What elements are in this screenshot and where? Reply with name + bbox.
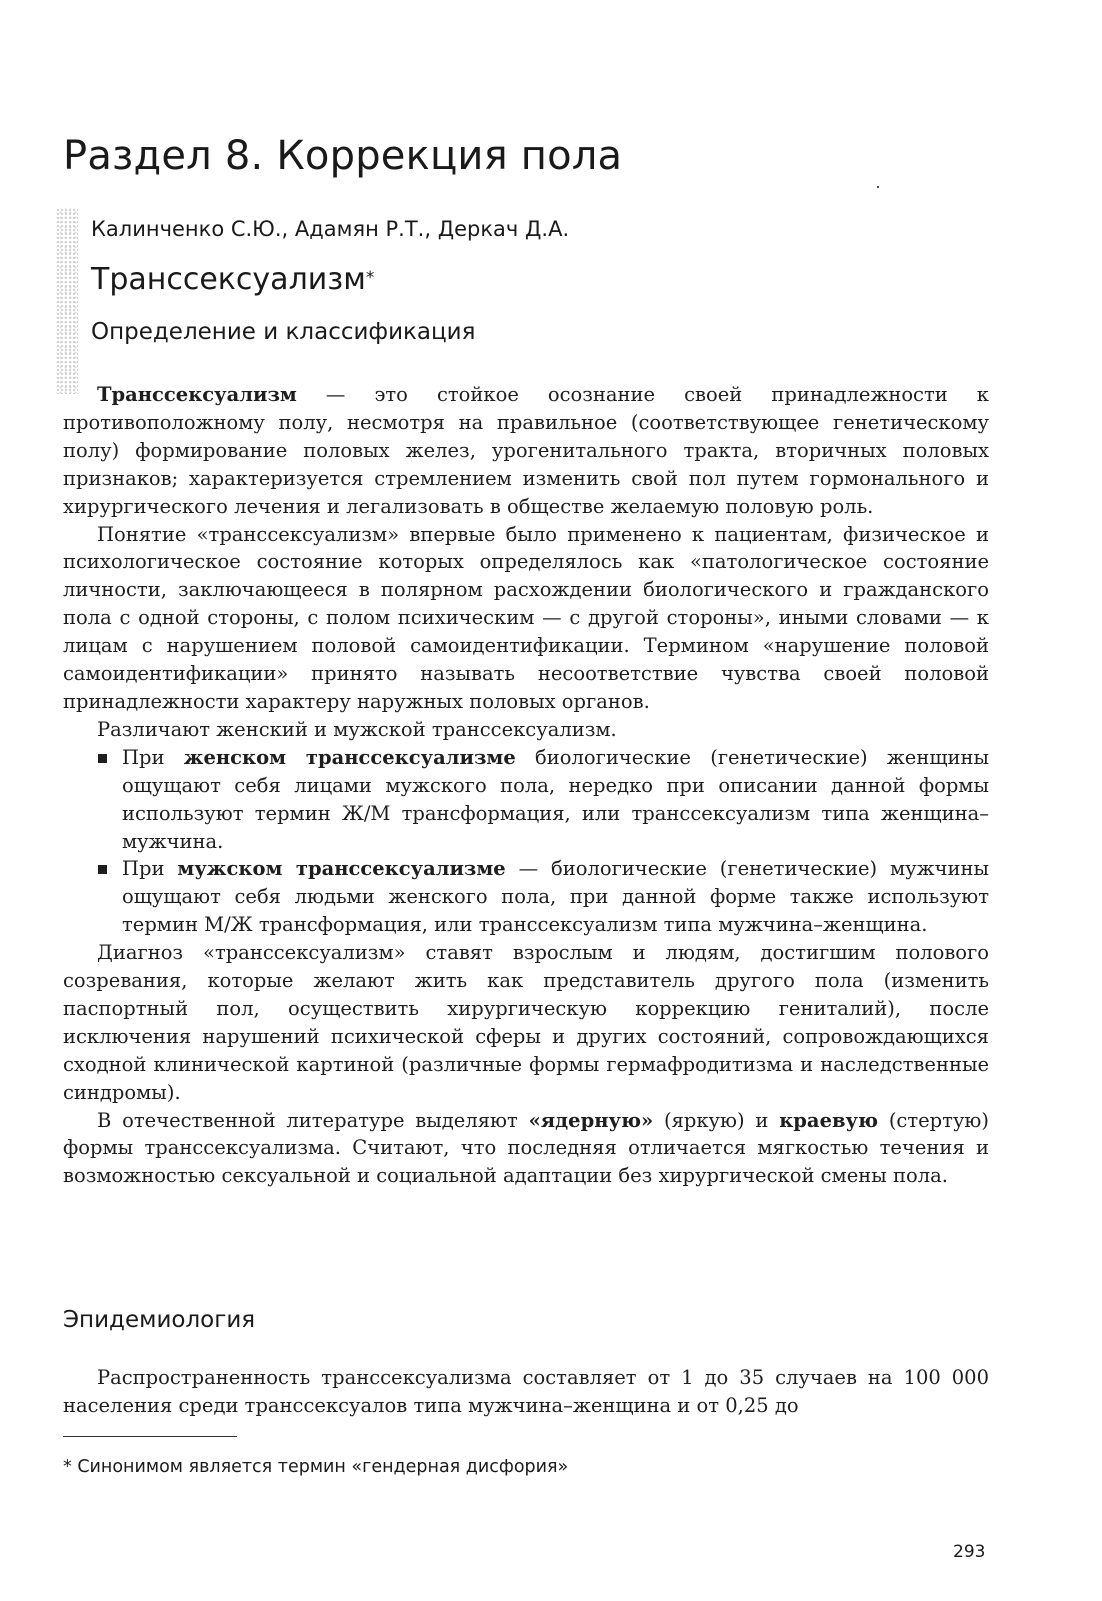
list-item-text: При: [122, 745, 184, 769]
epidemiology-text: [63, 1364, 989, 1420]
list-item: [122, 744, 989, 856]
body-text: [63, 381, 989, 1190]
paragraph-text: (яркую) и: [653, 1108, 780, 1132]
authors: Калинченко С.Ю., Адамян Р.Т., Деркач Д.А.: [91, 217, 570, 241]
term-bold: Транссексуализм: [97, 383, 297, 406]
paragraph: Понятие «транссексуализм» впервые было применено к пациентам, физическое и психологическое состояние которых определялось как «патологическое состояние личности, заключающееся в полярном расхождении биологического и гражданского пола с одной стороны, с полом психическим — с другой стороны», иными словами — к лицам с нарушением половой самоидентификации. Термином «нарушение половой самоидентификации» принято называть несоответствие чувства своей половой принадлежности характеру наружных половых органов.: [63, 522, 989, 713]
chapter-title: [91, 258, 374, 302]
term-bold: мужском транссексуализме: [177, 857, 506, 881]
paragraph-text: — это стойкое осознание своей принадлежности к противоположному полу, несмотря на правильное (соответствующее генетическому полу) формирование половых желез, урогенитального тракта, вторичных половых признаков; характеризуется стремлением изменить свой пол путем гормонального и хирургического лечения и легализовать в обществе желаемую половую роль.: [63, 383, 989, 518]
chapter-title-text: Транссексуализм: [91, 262, 366, 297]
bullet-list: [63, 744, 989, 939]
section-title: Раздел 8. Коррекция пола: [63, 133, 623, 179]
subsection-title: Определение и классификация: [91, 319, 476, 345]
footnote: * Синонимом является термин «гендерная дисфория»: [63, 1457, 569, 1477]
paragraph: Диагноз «транссексуализм» ставят взрослым и людям, достигшим полового созревания, которые желают жить как представитель другого пола (изменить паспортный пол, осуществить хирургическую коррекцию гениталий), после исключения нарушений психической сферы и других состояний, сопровождающихся сходной клинической картиной (различные формы гермафродитизма и наследственные синдромы).: [63, 941, 989, 1104]
paragraph: [63, 1107, 989, 1191]
paragraph-text: В отечественной литературе выделяют: [97, 1108, 529, 1132]
paragraph: Различают женский и мужской транссексуализм.: [97, 717, 617, 741]
term-bold: женском транссексуализме: [183, 745, 516, 769]
list-item: [122, 855, 989, 939]
paragraph: Распространенность транссексуализма составляет от 1 до 35 случаев на 100 000 населения среди транссексуалов типа мужчина–женщина и от 0,25 до: [63, 1366, 989, 1417]
paragraph: [63, 381, 989, 521]
term-bold: «ядерную»: [528, 1108, 654, 1132]
paragraph-text: (стертую) формы транссексуализма. Считают, что последняя отличается мягкостью течения и возможностью сексуальной и социальной адаптации без хирургической смены пола.: [63, 1108, 990, 1188]
list-item-text: При: [122, 857, 178, 881]
epidemiology-title: Эпидемиология: [63, 1307, 256, 1333]
list-item-text: биологические (генетические) женщины ощущают себя лицами мужского пола, нередко при описании данной формы используют термин Ж/М трансформация, или транссексуализм типа женщина–мужчина.: [122, 745, 989, 853]
term-bold: краевую: [779, 1108, 879, 1132]
bullet-icon: [98, 865, 107, 874]
footnote-divider: [63, 1436, 237, 1437]
page-number: 293: [953, 1542, 986, 1562]
scan-margin-strip: [56, 208, 78, 394]
bullet-icon: [98, 754, 107, 763]
list-item-text: — биологические (генетические) мужчины ощущают себя людьми женского пола, при данной форме также используют термин М/Ж трансформация, или транссексуализм типа мужчина–женщина.: [122, 857, 990, 937]
scan-speck: [877, 186, 879, 188]
footnote-marker: *: [365, 268, 375, 288]
